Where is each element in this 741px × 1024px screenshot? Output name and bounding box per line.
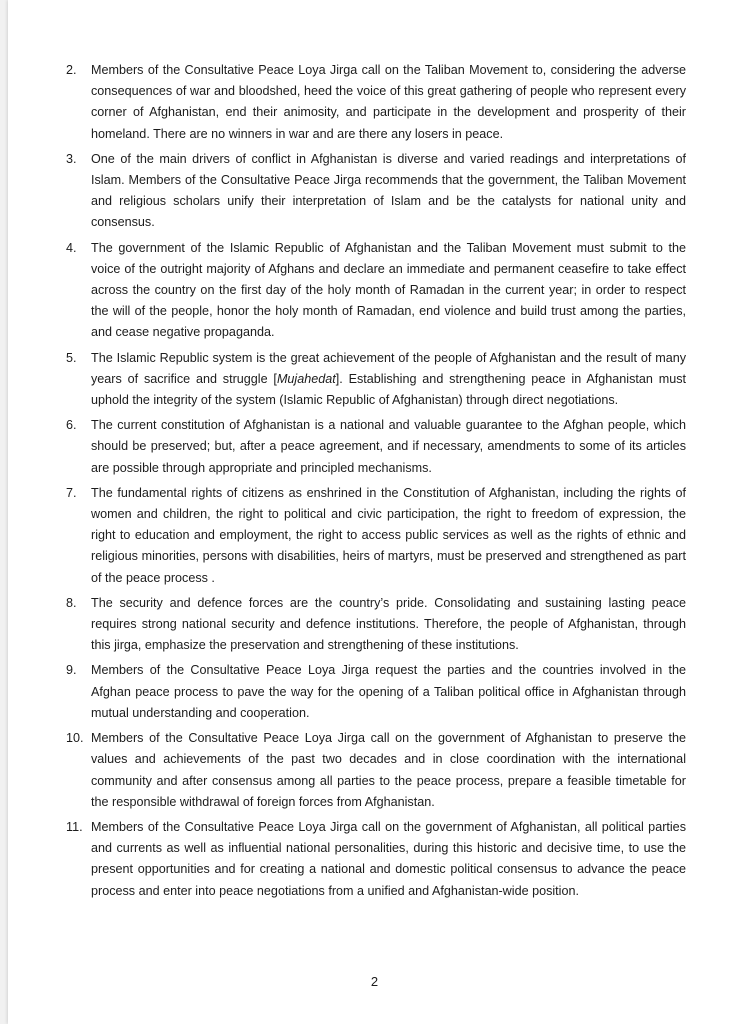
italic-term: Mujahedat — [276, 371, 336, 386]
item-number: 9. — [66, 663, 77, 678]
item-text — [91, 348, 686, 412]
list-item — [66, 593, 686, 657]
item-text — [91, 238, 686, 344]
list-item — [66, 149, 686, 234]
page-number: 2 — [370, 974, 379, 989]
item-number: 11. — [66, 819, 83, 834]
text-run: One of the main drivers of conflict in Afghanistan is diverse and varied readings and interpretations of Islam. Members of the Consultative Peace Jirga recommends that the government, the Taliban Movement and religious scholars unify their interpretation of Islam and be the catalysts for national unity and consensus. — [91, 151, 686, 230]
item-text — [91, 728, 686, 813]
item-number: 8. — [66, 595, 77, 610]
item-text — [91, 593, 686, 657]
text-run: Members of the Consultative Peace Loya Jirga call on the government of Afghanistan to preserve the values and achievements of the past two decades and in close coordination with the international community and after consensus among all parties to the peace process, prepare a feasible timetable for the responsible withdrawal of foreign forces from Afghanistan. — [91, 731, 686, 809]
list-item — [66, 660, 686, 724]
item-text — [91, 483, 686, 589]
item-number: 6. — [66, 418, 77, 433]
item-text — [91, 149, 686, 234]
list-item — [66, 348, 686, 412]
text-run: Members of the Consultative Peace Loya Jirga call on the Taliban Movement to, considering the adverse consequences of war and bloodshed, heed the voice of this great gathering of people who represent every corner of Afghanistan, end their animosity, and participate in the development and prosperity of their homeland. There are no winners in war and are there any losers in peace. — [91, 63, 686, 141]
document-page — [8, 0, 741, 1024]
item-text — [91, 660, 686, 724]
list-item — [66, 817, 686, 902]
text-run: Members of the Consultative Peace Loya Jirga call on the government of Afghanistan, all political parties and currents as well as influential national personalities, during this historic and decisive time, to use the present opportunities and for creating a national and domestic political consensus to advance the peace process and enter into peace negotiations from a unified and Afghanistan-wide position. — [91, 819, 686, 898]
text-run: Members of the Consultative Peace Loya Jirga request the parties and the countries involved in the Afghan peace process to pave the way for the opening of a Taliban political office in Afghanistan through mutual understanding and cooperation. — [91, 663, 686, 720]
item-number: 2. — [66, 63, 77, 77]
item-number: 10. — [66, 731, 84, 746]
item-text — [91, 415, 686, 479]
text-run: ]. Establishing and strengthening peace in Afghanistan must uphold the integrity of the system (Islamic Republic of Afghanistan) through direct negotiations. — [91, 371, 686, 408]
resolution-list — [66, 60, 686, 906]
list-item — [66, 728, 686, 813]
text-run: The current constitution of Afghanistan is a national and valuable guarantee to the Afghan people, which should be preserved; but, after a peace agreement, and if necessary, amendments to some of its articles are possible through appropriate and principled mechanisms. — [91, 418, 686, 475]
item-text — [91, 60, 686, 145]
item-number: 3. — [66, 151, 77, 166]
list-item — [66, 415, 686, 479]
text-run: The government of the Islamic Republic of Afghanistan and the Taliban Movement must submit to the voice of the outright majority of Afghans and declare an immediate and permanent ceasefire to take effect across the country on the first day of the holy month of Ramadan in the current year; in order to respect the will of the people, honor the holy month of Ramadan, end violence and build trust among the parties, and cease negative propaganda. — [91, 240, 686, 340]
list-item — [66, 483, 686, 589]
text-run: The fundamental rights of citizens as enshrined in the Constitution of Afghanistan, including the rights of women and children, the right to political and civic participation, the right to freedom of expression, the right to education and employment, the right to access public services as well as the rights of ethnic and religious minorities, persons with disabilities, heirs of martyrs, must be preserved and strengthened as part of the peace process . — [91, 485, 686, 585]
list-item — [66, 238, 686, 344]
item-number: 5. — [66, 350, 77, 365]
item-number: 7. — [66, 485, 77, 500]
item-number: 4. — [66, 240, 77, 255]
list-item — [66, 60, 686, 145]
item-text — [91, 817, 686, 902]
text-run: The security and defence forces are the country’s pride. Consolidating and sustaining lasting peace requires strong national security and defence institutions. Therefore, the people of Afghanistan, through this jirga, emphasize the preservation and strengthening of these institutions. — [91, 595, 686, 653]
text-run: The Islamic Republic system is the great achievement of the people of Afghanistan and the result of many years of sacrifice and struggle [ — [91, 350, 686, 386]
